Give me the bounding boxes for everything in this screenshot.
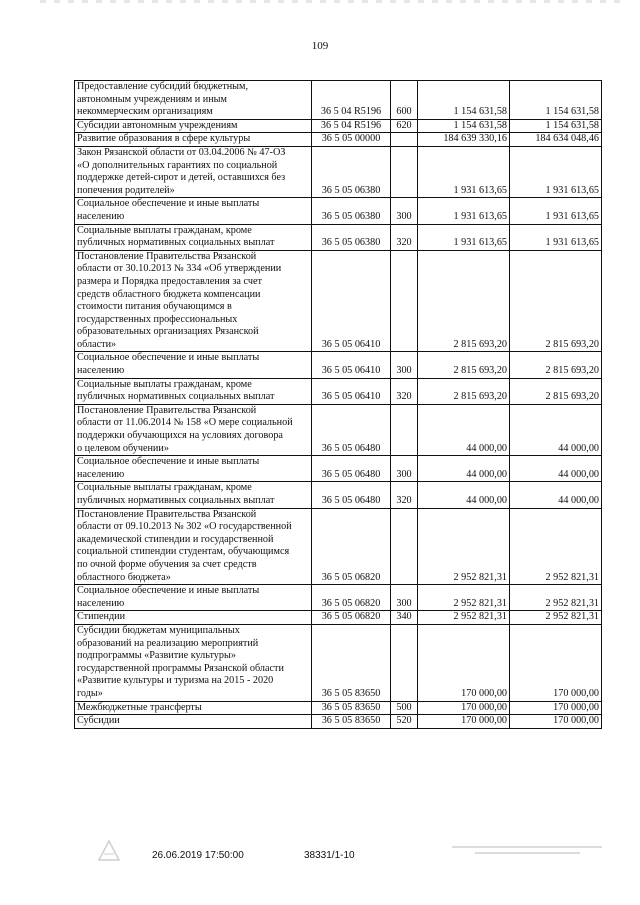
cell-name: Социальное обеспечение и иные выплаты населению (75, 352, 312, 378)
cell-code: 36 5 04 R5196 (312, 81, 391, 120)
cell-code: 36 5 05 06480 (312, 456, 391, 482)
cell-sum-2020: 2 815 693,20 (510, 250, 602, 352)
table-row (75, 224, 602, 250)
table-row (75, 378, 602, 404)
cell-sum-2019: 2 815 693,20 (418, 250, 510, 352)
cell-sum-2020: 1 931 613,65 (510, 198, 602, 224)
cell-name: Предоставление субсидий бюджетным, автономным учреждениям и иным некоммерческим организациям (75, 81, 312, 120)
cell-vr: 600 (391, 81, 418, 120)
cell-sum-2019: 44 000,00 (418, 456, 510, 482)
cell-sum-2020: 1 154 631,58 (510, 81, 602, 120)
table-row (75, 585, 602, 611)
scan-edge-noise (40, 0, 620, 3)
budget-table (74, 80, 602, 729)
cell-sum-2019: 1 931 613,65 (418, 224, 510, 250)
faded-watermark (452, 842, 602, 864)
cell-code: 36 5 05 00000 (312, 133, 391, 147)
table-row (75, 198, 602, 224)
table-row (75, 701, 602, 715)
cell-name: Постановление Правительства Рязанской области от 09.10.2013 № 302 «О государственной академической стипендии и государственной социальной стипендии студентам, обучающимся по очной форме обучения за счет средств областного бюджета» (75, 508, 312, 585)
cell-sum-2019: 44 000,00 (418, 482, 510, 508)
cell-code: 36 5 05 83650 (312, 701, 391, 715)
stamp-mark-icon (96, 838, 122, 862)
cell-code: 36 5 05 83650 (312, 715, 391, 729)
cell-sum-2020: 1 154 631,58 (510, 119, 602, 133)
cell-vr (391, 508, 418, 585)
cell-name: Субсидии (75, 715, 312, 729)
cell-code: 36 5 05 06380 (312, 146, 391, 197)
cell-sum-2020: 2 815 693,20 (510, 378, 602, 404)
cell-sum-2019: 2 815 693,20 (418, 352, 510, 378)
page-number: 109 (311, 40, 329, 52)
cell-sum-2019: 2 815 693,20 (418, 378, 510, 404)
cell-code: 36 5 05 06820 (312, 508, 391, 585)
cell-sum-2020: 44 000,00 (510, 456, 602, 482)
cell-name: Социальные выплаты гражданам, кроме публичных нормативных социальных выплат (75, 378, 312, 404)
cell-code: 36 5 05 06820 (312, 611, 391, 625)
table-row (75, 508, 602, 585)
cell-vr: 620 (391, 119, 418, 133)
cell-sum-2019: 44 000,00 (418, 404, 510, 455)
budget-table-body (75, 81, 602, 729)
cell-sum-2019: 170 000,00 (418, 624, 510, 701)
footer-datetime: 26.06.2019 17:50:00 (152, 850, 244, 861)
cell-sum-2019: 170 000,00 (418, 715, 510, 729)
cell-name: Развитие образования в сфере культуры (75, 133, 312, 147)
cell-name: Межбюджетные трансферты (75, 701, 312, 715)
cell-sum-2019: 2 952 821,31 (418, 611, 510, 625)
cell-sum-2019: 1 154 631,58 (418, 119, 510, 133)
cell-vr: 500 (391, 701, 418, 715)
cell-vr: 320 (391, 378, 418, 404)
table-row (75, 81, 602, 120)
cell-sum-2020: 2 815 693,20 (510, 352, 602, 378)
cell-sum-2020: 170 000,00 (510, 624, 602, 701)
cell-vr: 300 (391, 198, 418, 224)
cell-code: 36 5 05 06380 (312, 224, 391, 250)
table-row (75, 133, 602, 147)
cell-sum-2019: 2 952 821,31 (418, 585, 510, 611)
cell-sum-2019: 1 154 631,58 (418, 81, 510, 120)
cell-sum-2019: 1 931 613,65 (418, 146, 510, 197)
cell-code: 36 5 05 06380 (312, 198, 391, 224)
cell-name: Социальное обеспечение и иные выплаты населению (75, 456, 312, 482)
cell-sum-2020: 2 952 821,31 (510, 585, 602, 611)
cell-sum-2019: 1 931 613,65 (418, 198, 510, 224)
cell-code: 36 5 04 R5196 (312, 119, 391, 133)
cell-name: Стипендии (75, 611, 312, 625)
cell-name: Субсидии бюджетам муниципальных образований на реализацию мероприятий подпрограммы «Развитие культуры» государственной программы Рязанской области «Развитие культуры и туризма на 2015 - 2020 годы» (75, 624, 312, 701)
cell-vr: 320 (391, 482, 418, 508)
cell-vr (391, 624, 418, 701)
cell-sum-2020: 44 000,00 (510, 404, 602, 455)
cell-code: 36 5 05 83650 (312, 624, 391, 701)
cell-vr: 320 (391, 224, 418, 250)
cell-code: 36 5 05 06410 (312, 250, 391, 352)
cell-name: Социальные выплаты гражданам, кроме публичных нормативных социальных выплат (75, 224, 312, 250)
cell-code: 36 5 05 06410 (312, 378, 391, 404)
cell-vr: 340 (391, 611, 418, 625)
cell-code: 36 5 05 06410 (312, 352, 391, 378)
cell-name: Субсидии автономным учреждениям (75, 119, 312, 133)
cell-vr: 300 (391, 456, 418, 482)
cell-name: Постановление Правительства Рязанской области от 30.10.2013 № 334 «Об утверждении размера и Порядка предоставления за счет средств областного бюджета компенсации стоимости питания обучающимся в государственных профессиональных образовательных организациях Рязанской области» (75, 250, 312, 352)
footer-doc-id: 38331/1-10 (304, 850, 355, 861)
table-row (75, 482, 602, 508)
cell-name: Социальные выплаты гражданам, кроме публичных нормативных социальных выплат (75, 482, 312, 508)
cell-sum-2020: 1 931 613,65 (510, 224, 602, 250)
cell-sum-2020: 1 931 613,65 (510, 146, 602, 197)
table-row (75, 624, 602, 701)
cell-sum-2020: 170 000,00 (510, 715, 602, 729)
table-row (75, 611, 602, 625)
table-row (75, 456, 602, 482)
cell-vr (391, 146, 418, 197)
cell-sum-2019: 184 639 330,16 (418, 133, 510, 147)
cell-vr (391, 133, 418, 147)
cell-vr (391, 250, 418, 352)
table-row (75, 119, 602, 133)
table-row (75, 352, 602, 378)
cell-sum-2019: 2 952 821,31 (418, 508, 510, 585)
cell-sum-2019: 170 000,00 (418, 701, 510, 715)
cell-name: Постановление Правительства Рязанской области от 11.06.2014 № 158 «О мере социальной поддержки обучающихся на условиях договора о целевом обучении» (75, 404, 312, 455)
cell-vr (391, 404, 418, 455)
cell-code: 36 5 05 06480 (312, 404, 391, 455)
table-row (75, 715, 602, 729)
cell-sum-2020: 184 634 048,46 (510, 133, 602, 147)
cell-vr: 300 (391, 585, 418, 611)
cell-vr: 300 (391, 352, 418, 378)
cell-name: Социальное обеспечение и иные выплаты населению (75, 585, 312, 611)
cell-code: 36 5 05 06820 (312, 585, 391, 611)
cell-code: 36 5 05 06480 (312, 482, 391, 508)
table-row (75, 404, 602, 455)
cell-sum-2020: 2 952 821,31 (510, 508, 602, 585)
cell-vr: 520 (391, 715, 418, 729)
table-row (75, 250, 602, 352)
cell-sum-2020: 2 952 821,31 (510, 611, 602, 625)
cell-sum-2020: 44 000,00 (510, 482, 602, 508)
table-row (75, 146, 602, 197)
cell-name: Закон Рязанской области от 03.04.2006 № 47-ОЗ «О дополнительных гарантиях по социальной поддержке детей-сирот и детей, оставшихся без попечения родителей» (75, 146, 312, 197)
cell-name: Социальное обеспечение и иные выплаты населению (75, 198, 312, 224)
cell-sum-2020: 170 000,00 (510, 701, 602, 715)
